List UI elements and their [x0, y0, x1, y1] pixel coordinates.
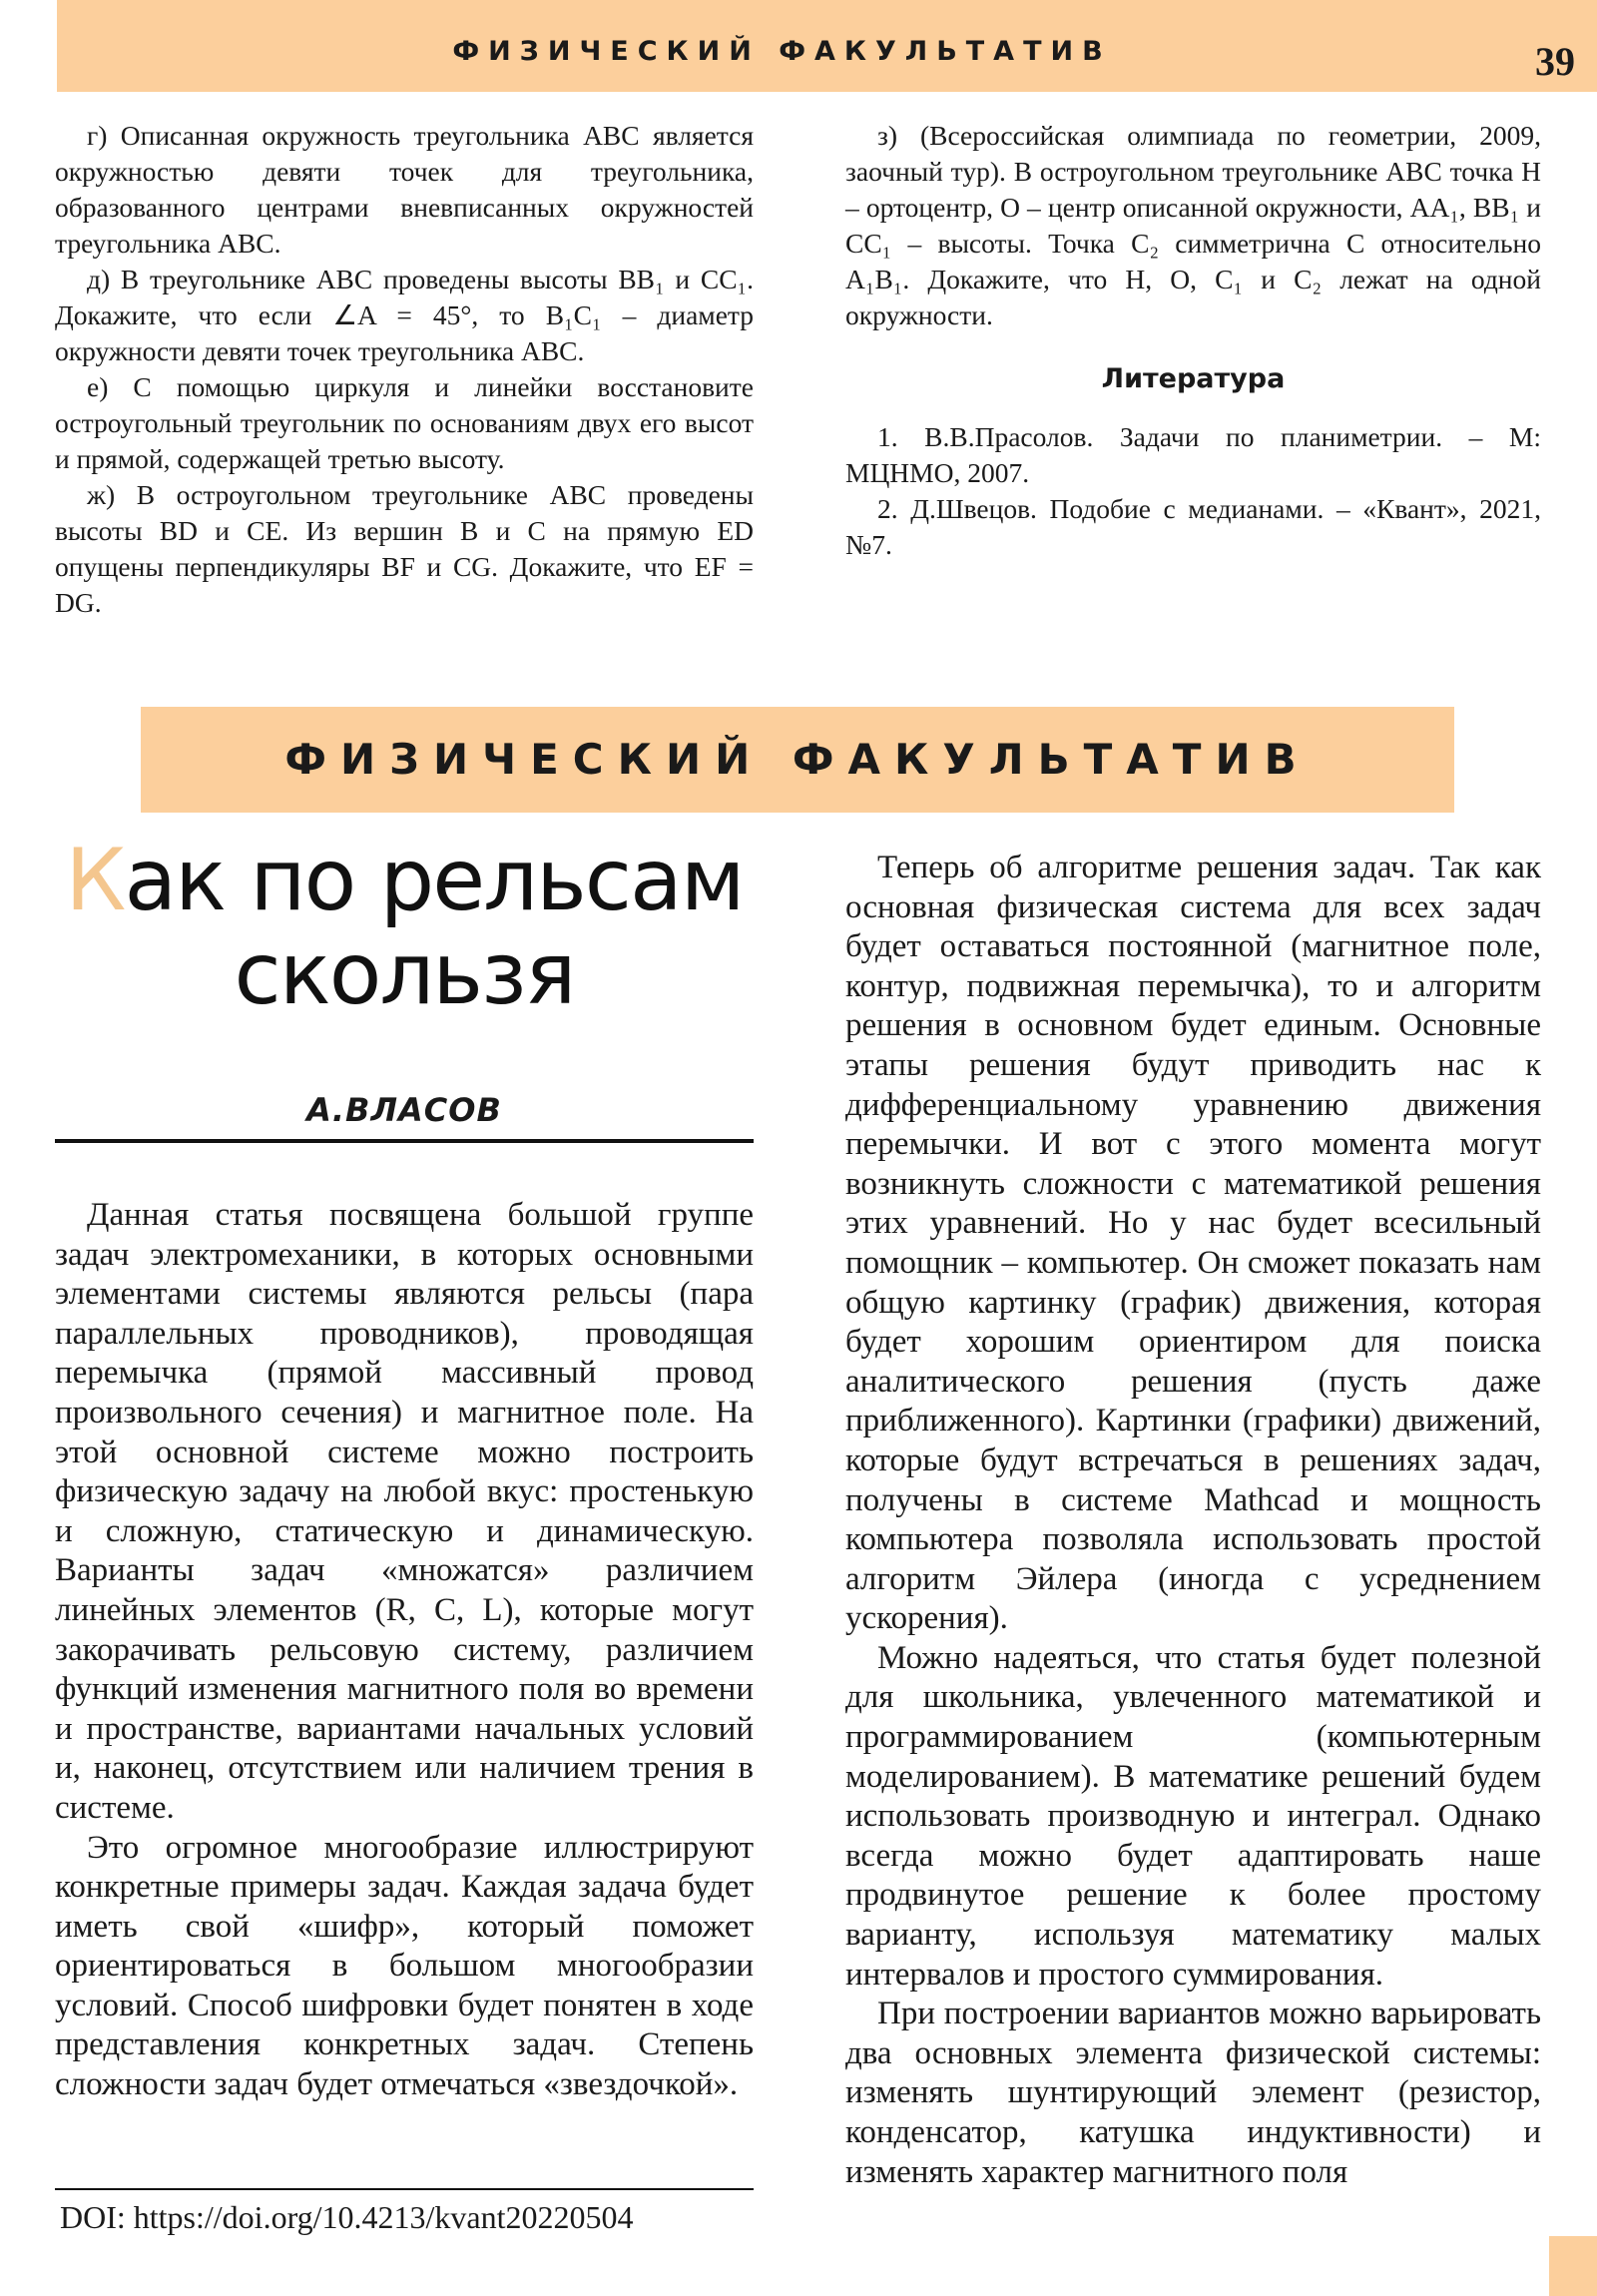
literature-item: 1. В.В.Прасолов. Задачи по планиметрии. – М: МЦНМО, 2007.: [845, 421, 1541, 488]
page-corner-tab: [1549, 2236, 1597, 2296]
problem-e: е) С помощью циркуля и линейки восстановите остроугольный треугольник по основаниям двух его высот и прямой, содержащей третью высоту.: [55, 371, 754, 474]
article-title: [55, 831, 754, 1024]
problem-z: з) (Всероссийская олимпиада по геометрии, 2009, заочный тур). В остроугольном треугольнике ABC точка H – ортоцентр, O – центр описанной окружности, AA₁, BB₁ и CC₁ – высоты. Точка C₂ симметрична C относительно A₁B₁. Докажите, что H, O, C₁ и C₂ лежат на одной окружности.: [845, 120, 1541, 330]
title-initial: К: [65, 831, 125, 930]
page-number: 39: [1535, 39, 1575, 84]
doi-link[interactable]: DOI: https://doi.org/10.4213/kvant20220504: [60, 2199, 634, 2235]
article-author: А.ВЛАСОВ: [306, 1091, 502, 1129]
title-line-2: скользя: [234, 924, 575, 1024]
doi-divider: [55, 2188, 754, 2190]
problem-d: д) В треугольнике ABC проведены высоты BB₁ и CC₁. Докажите, что если ∠A = 45°, то B₁C₁ – диаметр окружности девяти точек треугольника ABC.: [55, 264, 754, 366]
author-divider: [55, 1139, 754, 1143]
article-paragraph: Теперь об алгоритме решения задач. Так как основная физическая система для всех задач будет оставаться постоянной (магнитное поле, контур, подвижная перемычка), то и алгоритм решения в основном будет единым. Основные этапы решения будут приводить нас к дифференциальному уравнению движения перемычки. И вот с этого момента могут возникнуть сложности с математикой решения этих уравнений. Но у нас будет всесильный помощник – компьютер. Он сможет показать нам общую картинку (график) движения, которая будет хорошим ориентиром для поиска аналитического решения (пусть даже приближенного). Картинки (графики) движений, которые будут встречаться в решениях задач, получены в системе Mathcad и мощность компьютера позволяла использовать простой алгоритм Эйлера (иногда с усреднением ускорения).: [845, 850, 1541, 1637]
problem-g: г) Описанная окружность треугольника ABC является окружностью девяти точек для треугольника, образованного центрами вневписанных окружностей треугольника ABC.: [55, 120, 754, 259]
article-left-column: [55, 1196, 754, 2105]
article-paragraph: Можно надеяться, что статья будет полезной для школьника, увлеченного математикой и программированием (компьютерным моделированием). В математике решений будем использовать производную и интеграл. Однако всегда можно будет адаптировать наше продвинутое решение к более простому варианту, используя математику малых интервалов и простого суммирования.: [845, 1639, 1541, 1993]
literature-item: 2. Д.Швецов. Подобие с медианами. – «Квант», 2021, №7.: [845, 493, 1541, 560]
running-head-bar: [57, 0, 1597, 92]
article-paragraph: При построении вариантов можно варьировать два основных элемента физической системы: изменять шунтирующий элемент (резистор, конденсатор, катушка индуктивности) и изменять характер магнитного поля: [845, 1996, 1541, 2190]
previous-article-left-column: [55, 118, 754, 621]
article-right-column: [845, 849, 1541, 2192]
article-paragraph: Данная статья посвящена большой группе задач электромеханики, в которых основными элементами системы являются рельсы (пара параллельных проводников), проводящая перемычка (прямой массивный провод произвольного сечения) и магнитное поле. На этой основной системе можно построить физическую задачу на любой вкус: простенькую и сложную, статическую и динамическую. Варианты задач «множатся» различием линейных элементов (R, C, L), которые могут закорачивать рельсовую систему, различием функций изменения магнитного поля во времени и пространстве, вариантами начальных условий и, наконец, отсутствием или наличием трения в системе.: [55, 1197, 754, 1826]
title-line-1: ак по рельсам: [124, 831, 744, 930]
article-paragraph: Это огромное многообразие иллюстрируют конкретные примеры задач. Каждая задача будет иметь свой «шифр», который поможет ориентироваться в большом многообразии условий. Способ шифровки будет понятен в ходе представления конкретных задач. Степень сложности задач будет отмечаться «звездочкой».: [55, 1829, 754, 2103]
previous-article-right-column: [845, 118, 1541, 563]
literature-heading: Литература: [1101, 363, 1286, 394]
running-head: ФИЗИЧЕСКИЙ ФАКУЛЬТАТИВ: [452, 36, 1112, 67]
problem-zh: ж) В остроугольном треугольнике ABC проведены высоты BD и CE. Из вершин B и C на прямую ED опущены перпендикуляры BF и CG. Докажите, что EF = DG.: [55, 479, 754, 618]
section-banner: ФИЗИЧЕСКИЙ ФАКУЛЬТАТИВ: [141, 707, 1454, 813]
